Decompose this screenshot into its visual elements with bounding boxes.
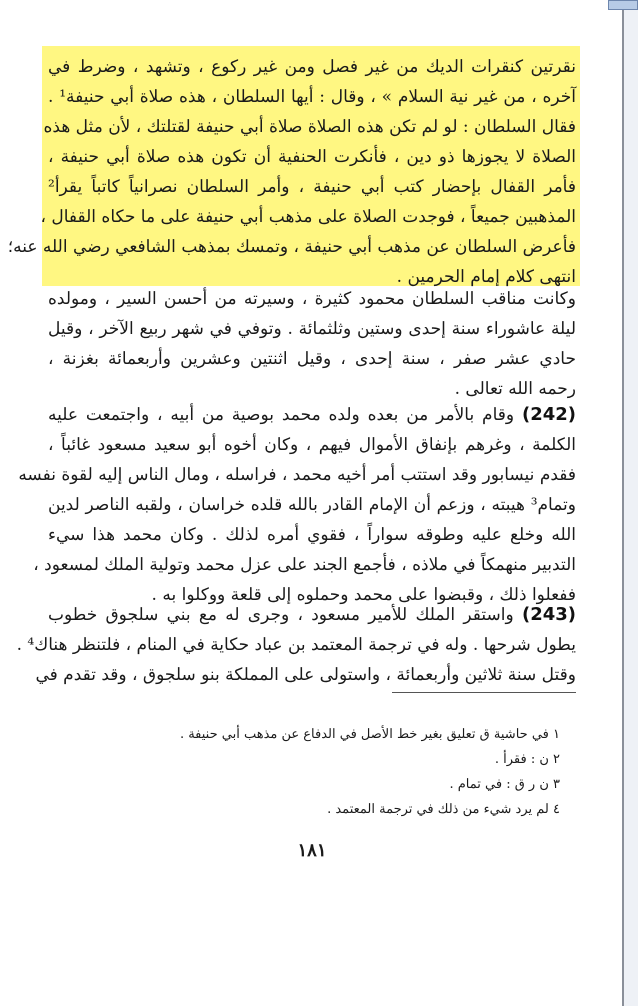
text-line: حادي عشر صفر ، سنة إحدى ، وقيل اثنتين وعشرين وأربعمائة بغزنة ،: [48, 349, 576, 369]
text-segment: وقام بالأمر من بعده ولده محمد بوصية من أبيه ، واجتمعت عليه: [48, 405, 515, 425]
text-line: وكانت مناقب السلطان محمود كثيرة ، وسيرته من أحسن السير ، ومولده: [48, 289, 576, 309]
text-line: رحمه الله تعالى .: [454, 379, 576, 399]
text-line: الكلمة ، وغرهم بإنفاق الأموال فيهم ، وكان أخوه أبو سعيد مسعود غائباً ،: [48, 435, 576, 455]
section-marker-243: (243): [521, 604, 577, 625]
text-line: فقدم نيسابور وقد استتب أمر أخيه محمد ، فراسله ، ومال الناس إليه لقوة نفسه: [18, 465, 576, 485]
text-line: وتمام³ هيبته ، وزعم أن الإمام القادر بالله قلده خراسان ، ولقبه الناصر لدين: [48, 495, 576, 515]
scroll-thumb[interactable]: [608, 0, 638, 10]
highlighted-quote: [7, 52, 576, 292]
text-line: [48, 600, 576, 630]
text-line: يطول شرحها . وله في ترجمة المعتمد بن عباد حكاية في المنام ، فلتنظر هناك⁴ .: [16, 635, 576, 655]
footnote-divider: [392, 692, 576, 693]
text-line: ليلة عاشوراء سنة إحدى وستين وثلثمائة . وتوفي في شهر ربيع الآخر ، وقيل: [48, 319, 576, 339]
text-line: نقرتين كنقرات الديك من غير فصل ومن غير ركوع ، وتشهد ، وضرط في: [48, 57, 576, 77]
section-marker-242: (242): [521, 404, 577, 425]
text-line: التدبير منهمكاً في ملاذه ، فأجمع الجند على عزل محمد وتولية الملك لمسعود ،: [33, 555, 576, 575]
paragraph-242: [18, 400, 577, 610]
footnote: ٤ لم يرد شيء من ذلك في ترجمة المعتمد .: [327, 802, 560, 817]
text-line: آخره ، من غير نية السلام » ، وقال : أيها السلطان ، هذه صلاة أبي حنيفة¹ .: [48, 87, 576, 107]
text-line: انتهى كلام إمام الحرمين .: [396, 267, 576, 287]
text-line: المذهبين جميعاً ، فوجدت الصلاة على مذهب أبي حنيفة على ما حكاه القفال ،: [40, 207, 576, 227]
text-line: فأعرض السلطان عن مذهب أبي حنيفة ، وتمسك بمذهب الشافعي رضي الله عنه؛: [7, 237, 576, 257]
footnotes: [170, 722, 560, 822]
page-number: ١٨١: [297, 840, 327, 861]
text-line: الله وخلع عليه وطوقه سواراً ، فقوي أمره لذلك . وكان محمد هذا سيء: [48, 525, 576, 545]
footnote: ٣ ن ر ق : في تمام .: [449, 777, 560, 792]
text-line: الصلاة لا يجوزها ذو دين ، فأنكرت الحنفية أن تكون هذه صلاة أبي حنيفة ،: [48, 147, 576, 167]
text-line: وقتل سنة ثلاثين وأربعمائة ، واستولى على المملكة بنو سلجوق ، وقد تقدم في: [35, 665, 576, 685]
text-line: فقال السلطان : لو لم تكن هذه الصلاة صلاة أبي حنيفة لقتلتك ، لأن مثل هذه: [43, 117, 576, 137]
paragraph-243: [16, 600, 577, 690]
vertical-scrollbar[interactable]: [624, 0, 638, 1006]
text-line: [48, 400, 576, 430]
text-line: فأمر القفال بإحضار كتب أبي حنيفة ، وأمر السلطان نصرانياً كاتباً يقرأ²: [48, 177, 576, 197]
footnote: ١ في حاشية ق تعليق بغير خط الأصل في الدفاع عن مذهب أبي حنيفة .: [179, 727, 560, 742]
paragraph-mahmud: [48, 284, 576, 404]
footnote: ٢ ن : فقرأ .: [494, 752, 560, 767]
text-line: ففعلوا ذلك ، وقبضوا على محمد وحملوه إلى قلعة ووكلوا به .: [151, 585, 576, 605]
text-segment: واستقر الملك للأمير مسعود ، وجرى له مع بني سلجوق خطوب: [48, 605, 514, 625]
